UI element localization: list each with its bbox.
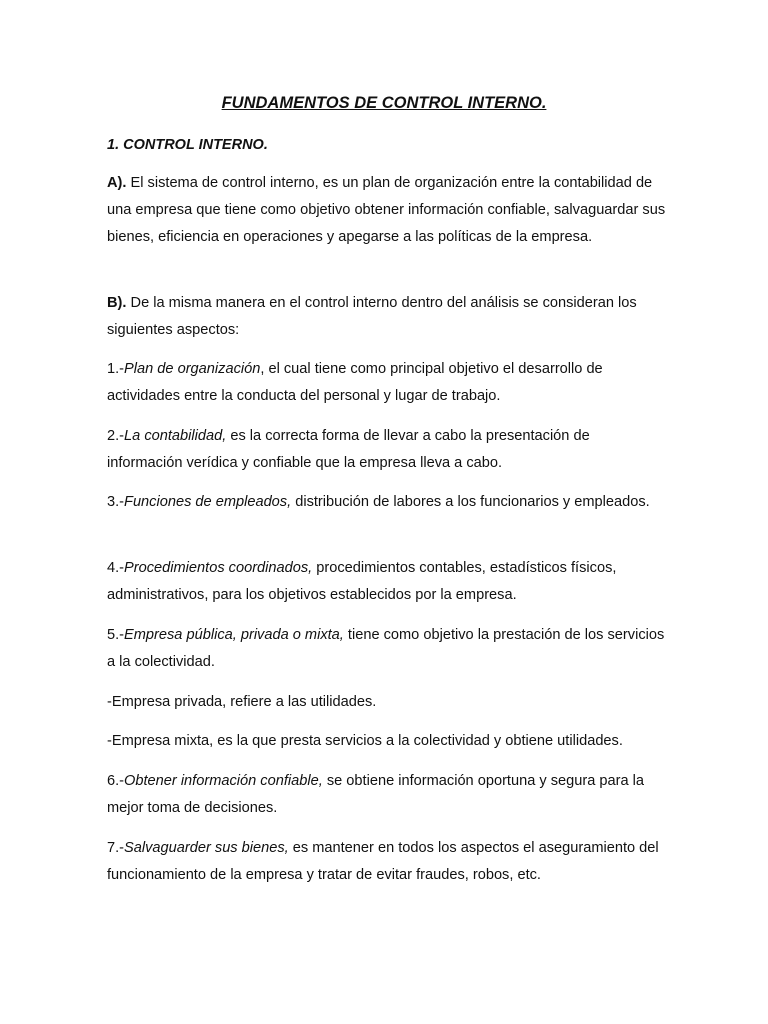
- list-item-3: [107, 489, 667, 516]
- item-text: se obtiene información oportuna y segura para la mejor toma de decisiones.: [107, 773, 645, 816]
- item-text: procedimientos contables, estadísticos físicos, administrativos, para los objetivos establecidos por la empresa.: [107, 560, 617, 603]
- item-lead: Funciones de empleados,: [124, 494, 292, 510]
- item-number: 2.-: [107, 428, 125, 444]
- sub-item-private: [107, 689, 667, 716]
- item-lead: Procedimientos coordinados,: [124, 560, 313, 576]
- sub-item-mixed: [107, 728, 667, 755]
- item-text: , el cual tiene como principal objetivo el desarrollo de actividades entre la conducta del personal y lugar de trabajo.: [107, 361, 603, 404]
- list-item-5: [107, 622, 667, 676]
- paragraph-text: El sistema de control interno, es un plan de organización entre la contabilidad de una empresa que tiene como objetivo obtener información confiable, salvaguardar sus bienes, eficiencia en operaciones y apegarse a las políticas de la empresa.: [107, 175, 666, 245]
- list-item-7: [107, 835, 667, 889]
- item-text: -Empresa privada, refiere a las utilidades.: [107, 694, 377, 710]
- paragraph-lead: A).: [107, 175, 127, 191]
- list-item-6: [107, 768, 667, 822]
- item-number: 1.-: [107, 361, 125, 377]
- document-title: FUNDAMENTOS DE CONTROL INTERNO.: [221, 94, 547, 112]
- section-heading: 1. CONTROL INTERNO.: [107, 137, 268, 153]
- item-lead: Empresa pública, privada o mixta,: [124, 627, 344, 643]
- list-item-1: [107, 356, 667, 410]
- item-number: 7.-: [107, 840, 125, 856]
- list-item-4: [107, 555, 667, 609]
- paragraph-text: De la misma manera en el control interno dentro del análisis se consideran los siguientes aspectos:: [107, 295, 637, 338]
- paragraph-b: [107, 290, 667, 344]
- list-item-2: [107, 423, 667, 477]
- item-lead: La contabilidad,: [124, 428, 227, 444]
- item-number: 6.-: [107, 773, 125, 789]
- item-text: tiene como objetivo la prestación de los servicios a la colectividad.: [107, 627, 665, 670]
- item-number: 5.-: [107, 627, 125, 643]
- item-lead: Salvaguarder sus bienes,: [124, 840, 289, 856]
- item-text: distribución de labores a los funcionarios y empleados.: [291, 494, 650, 510]
- item-text: es la correcta forma de llevar a cabo la presentación de información verídica y confiable que la empresa lleva a cabo.: [107, 428, 590, 471]
- item-lead: Obtener información confiable,: [124, 773, 323, 789]
- item-number: 3.-: [107, 494, 125, 510]
- paragraph-lead: B).: [107, 295, 127, 311]
- item-text: -Empresa mixta, es la que presta servicios a la colectividad y obtiene utilidades.: [107, 733, 623, 749]
- item-text: es mantener en todos los aspectos el aseguramiento del funcionamiento de la empresa y tratar de evitar fraudes, robos, etc.: [107, 840, 659, 883]
- item-lead: Plan de organización: [124, 361, 261, 377]
- item-number: 4.-: [107, 560, 125, 576]
- paragraph-a: [107, 170, 667, 251]
